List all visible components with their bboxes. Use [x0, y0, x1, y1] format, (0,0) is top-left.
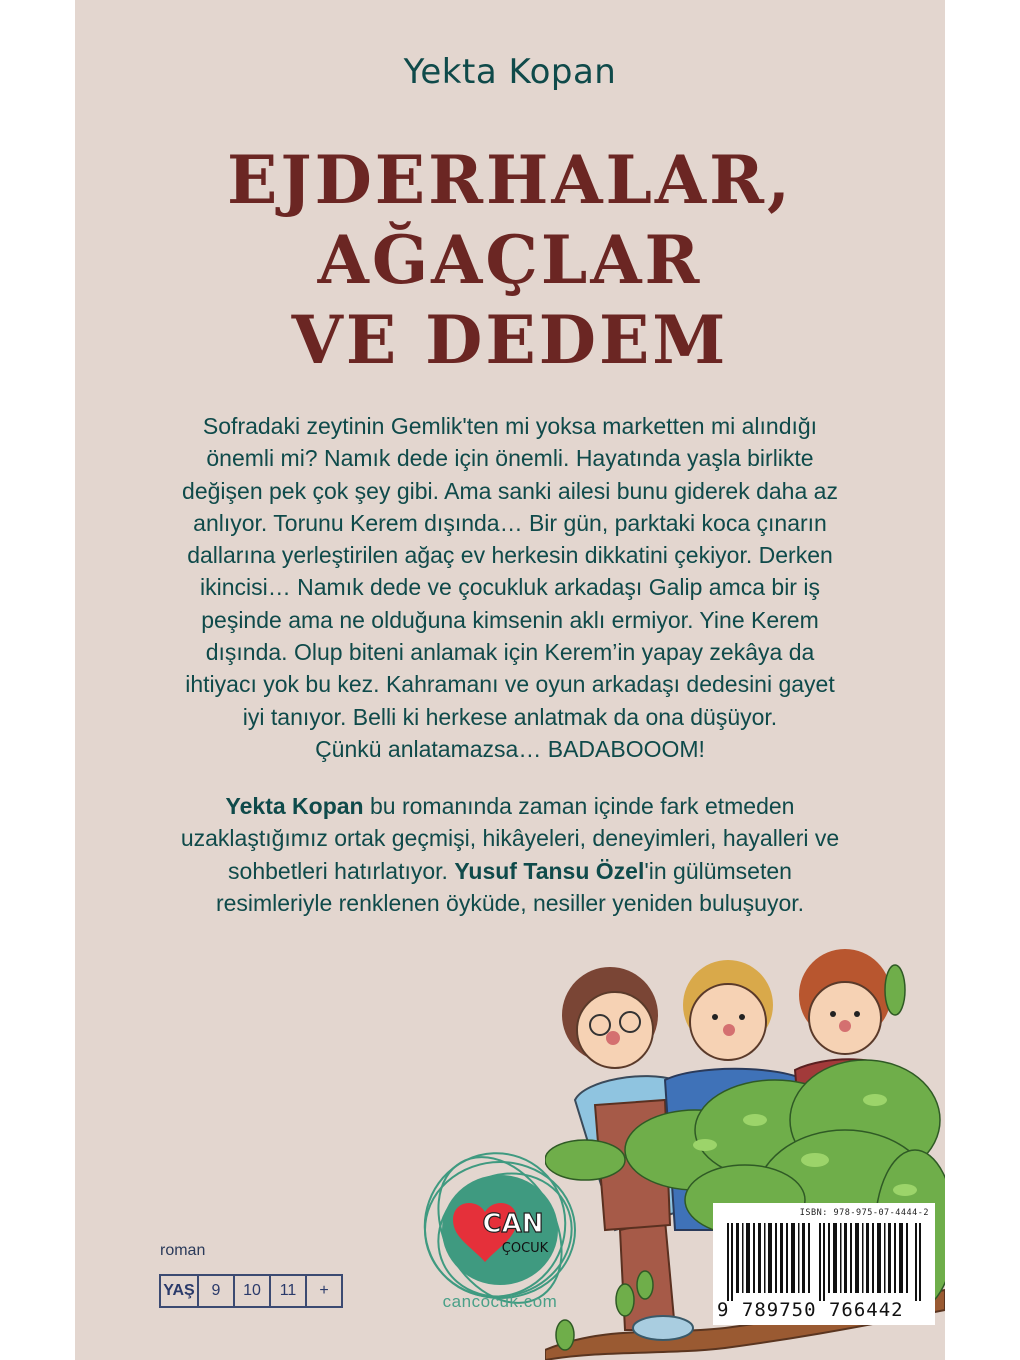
age-plus: + — [319, 1282, 329, 1299]
title-line-1: EJDERHALAR, — [227, 141, 793, 219]
publisher-url[interactable]: cancocuk.com — [442, 1292, 558, 1311]
blurb-paragraph-2 — [175, 790, 845, 919]
author-name: Yekta Kopan — [403, 52, 617, 92]
logo-can-text: CAN — [482, 1209, 544, 1239]
isbn-label: ISBN: 978-975-07-4444-2 — [799, 1208, 929, 1218]
age-9: 9 — [199, 1276, 235, 1306]
blurb-paragraph-1 — [175, 410, 845, 765]
barcode-bars — [727, 1223, 922, 1301]
genre-label: roman — [160, 1242, 206, 1259]
author-bold: Yekta Kopan — [225, 793, 364, 819]
title-line-2: AĞAÇLAR — [317, 221, 703, 299]
blurb2-part-1: bu romanında zaman içinde fark etmeden uzaklaştığımız ortak geçmişi, hikâyeleri, deneyimleri, hayalleri ve sohbetleri hatırlatıyor. — [180, 793, 840, 884]
isbn-barcode — [713, 1203, 935, 1325]
book-back-cover — [75, 0, 945, 1360]
can-cocuk-logo — [415, 1150, 585, 1310]
blurb2-part-2: 'in gülümseten resimleriyle renklenen öyküde, nesiller yeniden buluşuyor. — [215, 857, 805, 916]
age-range-box — [159, 1274, 343, 1308]
title-line-3: VE DEDEM — [291, 301, 729, 379]
blurb-text: Sofradaki zeytinin Gemlik'ten mi yoksa marketten mi alındığı önemli mi? Namık dede için önemli. Hayatında yaşla birlikte değişen pek çok şey gibi. Ama sanki ailesi bunu giderek daha az anlıyor. Torunu Kerem dışında… Bir gün, parktaki koca çınarın dallarına yerleştirilen ağaç ev herkesin dikkatini çekiyor. Derken ikincisi… Namık dede ve çocukluk arkadaşı Galip amca bir iş peşinde ama ne olduğuna kimsenin aklı ermiyor. Yine Kerem dışında. Olup biteni anlamak için Kerem’in yapay zekâya da ihtiyacı yok bu kez. Kahramanı ve oyun arkadaşı dedesini gayet iyi tanıyor. Belli ki herkese anlatmak da ona düşüyor. — [182, 413, 838, 730]
logo-cocuk-text: ÇOCUK — [501, 1241, 549, 1256]
book-title — [75, 140, 945, 380]
age-10: 10 — [235, 1276, 271, 1306]
isbn-digits: 9 789750 766442 — [717, 1299, 904, 1321]
blurb-ending: Çünkü anlatamazsa… BADABOOOM! — [315, 735, 705, 762]
illustrator-bold: Yusuf Tansu Özel — [454, 857, 645, 884]
age-11: 11 — [271, 1276, 307, 1306]
age-label: YAŞ — [161, 1276, 199, 1306]
